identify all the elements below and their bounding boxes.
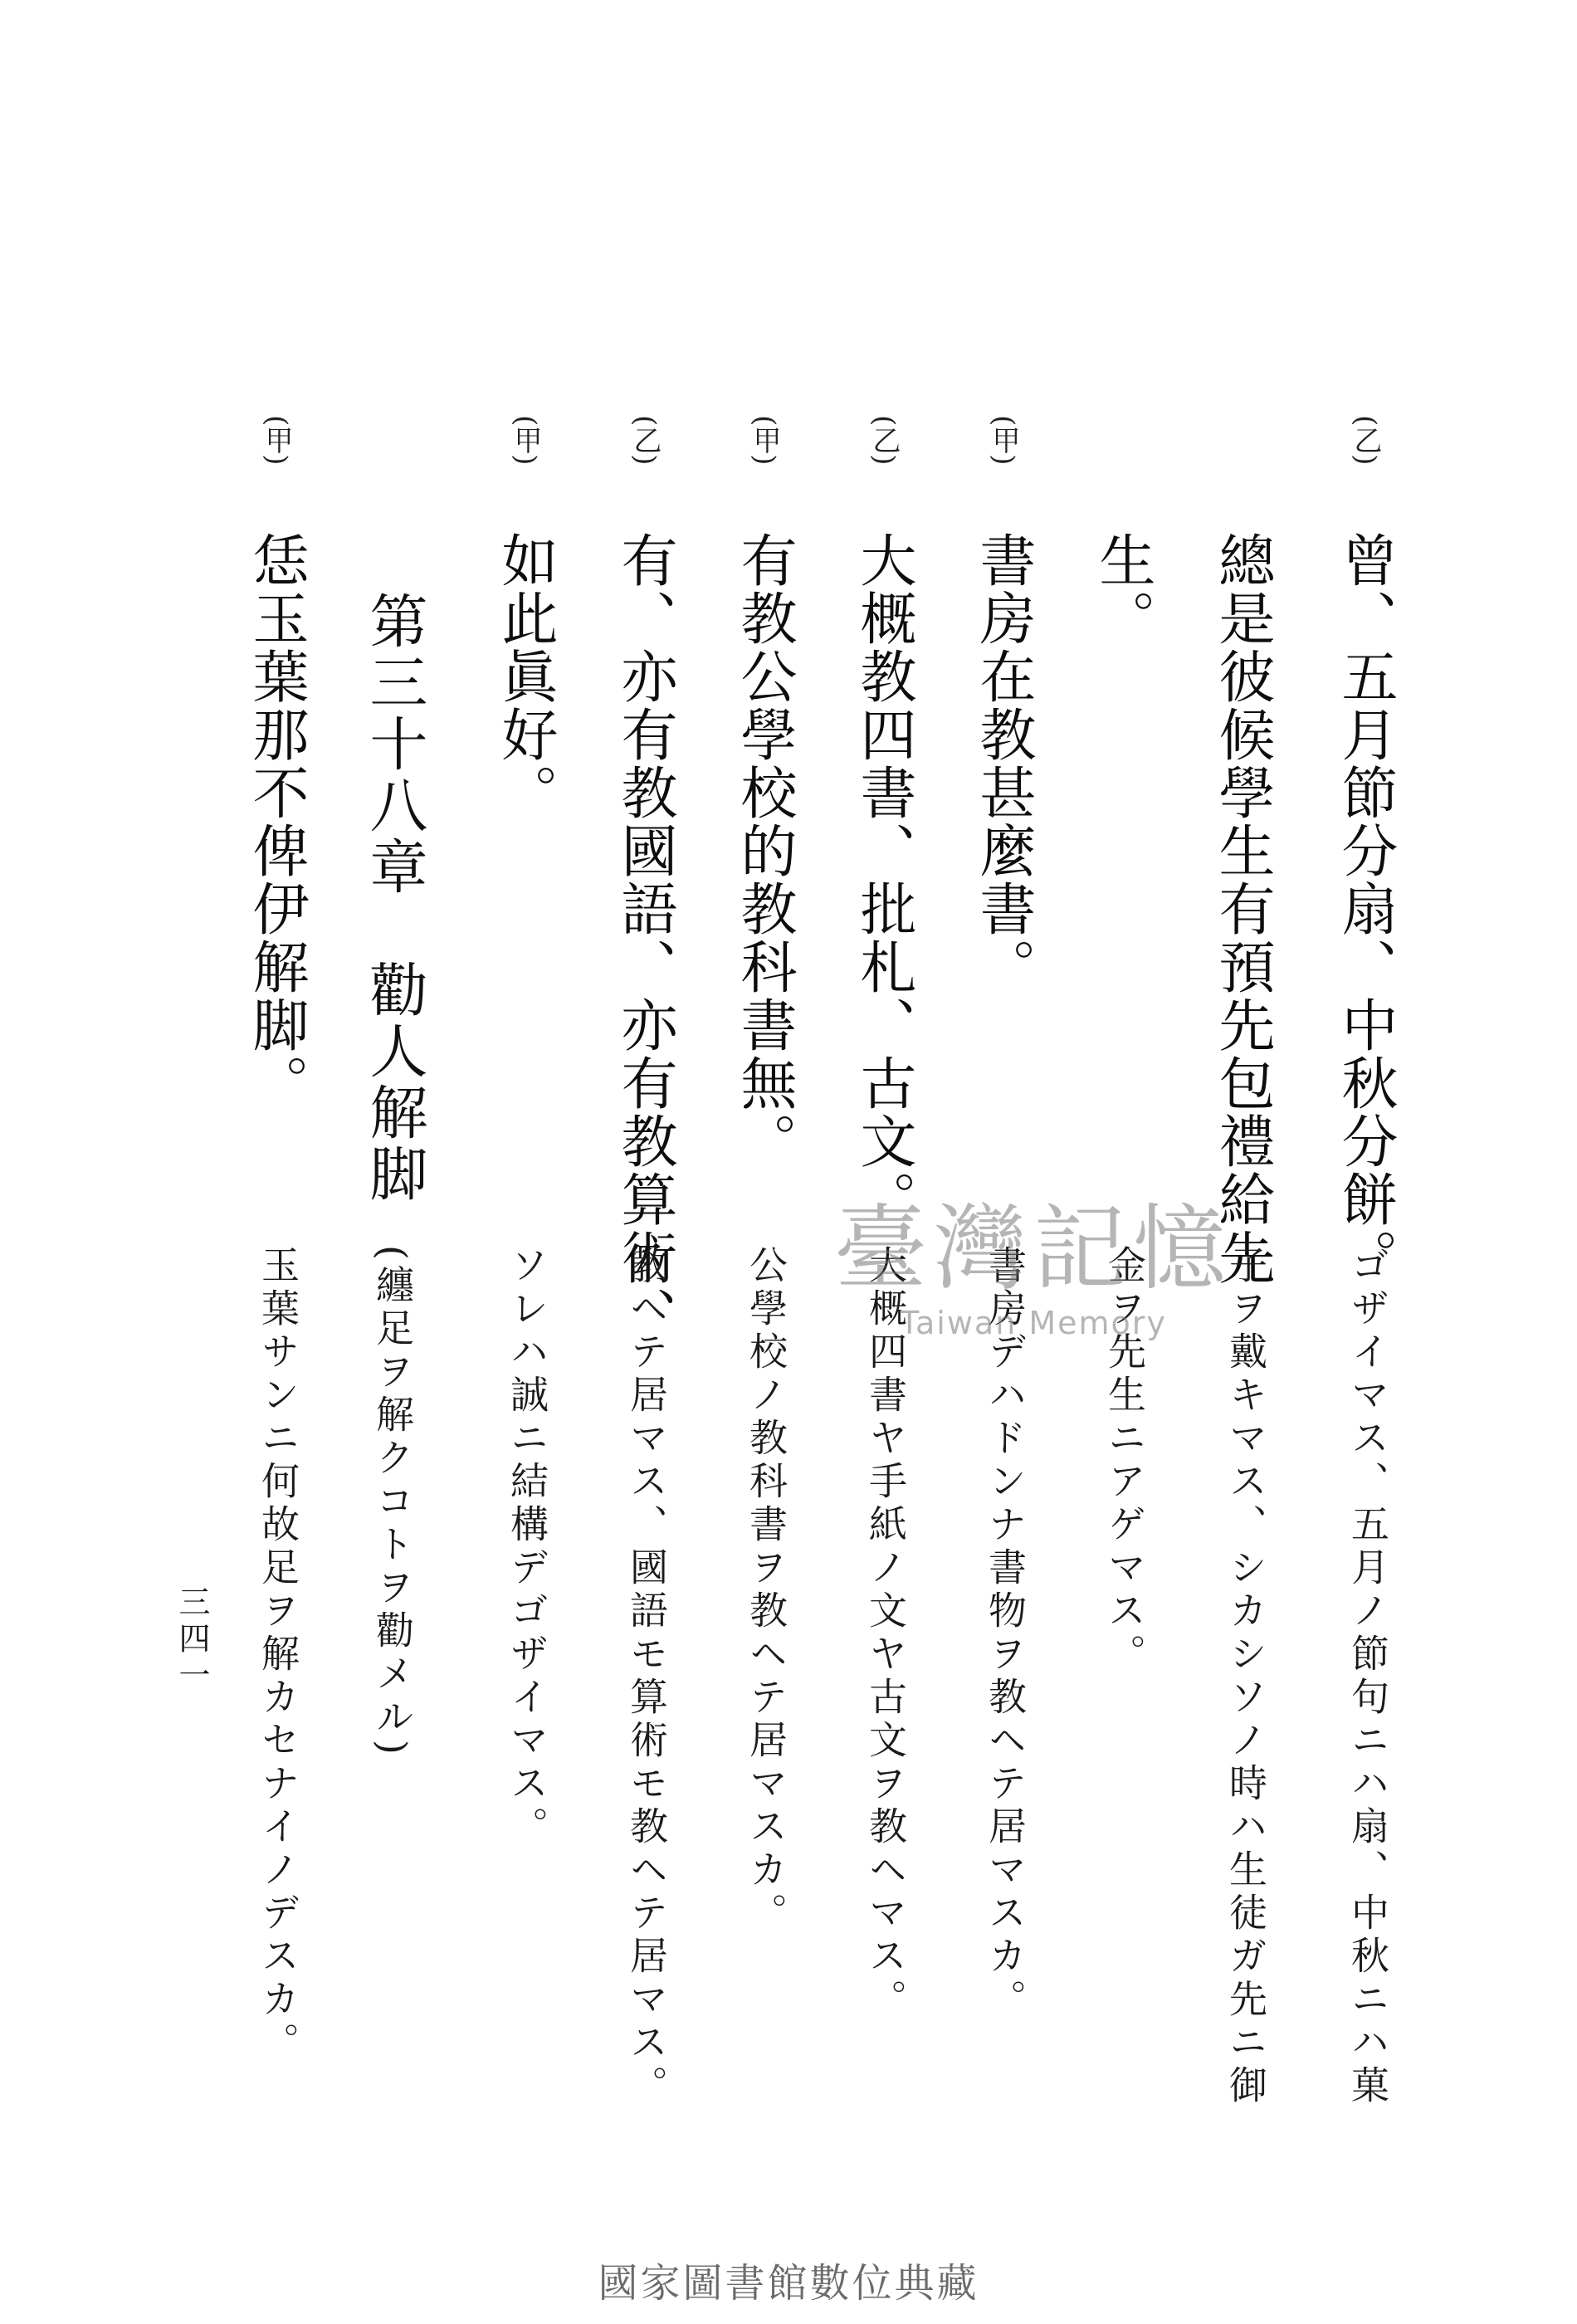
speaker-label: (甲) xyxy=(509,415,542,466)
chapter-subtitle: (纏足ヲ解クコトヲ勸メル) xyxy=(370,1245,415,1760)
dialogue-translation: 玉葉サンニ何故足ヲ解カセナイノデスカ。 xyxy=(256,1245,300,2065)
page-number: 三四一 xyxy=(173,1585,210,1695)
dialogue-original: 有教公學校的教科書無。 xyxy=(731,531,797,1170)
dialogue-original: 總是彼候學生有預先包禮給先 xyxy=(1209,531,1275,1286)
speaker-label: (乙) xyxy=(628,415,662,466)
watermark-english: Taiwan Memory xyxy=(900,1305,1167,1341)
dialogue-original: 書房在教甚麼書。 xyxy=(970,531,1036,996)
taiwan-memory-watermark xyxy=(776,1174,1291,1341)
chapter-title: 第三十八章 勸人解脚 xyxy=(360,591,428,1205)
speaker-label: (乙) xyxy=(1349,415,1382,466)
dialogue-original: 恁玉葉那不俾伊解脚。 xyxy=(243,531,309,1112)
speaker-label: (甲) xyxy=(260,415,293,466)
dialogue-translation: ソレハ誠ニ結構デゴザイマス。 xyxy=(505,1245,549,1849)
dialogue-original: 大概教四書、批札、古文。 xyxy=(851,531,916,1228)
speaker-label: (甲) xyxy=(748,415,781,466)
dialogue-original: 如此眞好。 xyxy=(492,531,558,822)
dialogue-original: 曾、五月節分扇、中秋分餅。 xyxy=(1332,531,1398,1286)
dialogue-translation: 書房デハドンナ書物ヲ教ヘテ居マスカ。 xyxy=(983,1245,1028,2022)
footer-archive-label: 國家圖書館數位典藏 xyxy=(598,2260,979,2307)
dialogue-translation: 教ヘテ居マス、國語モ算術モ教ヘテ居マス。 xyxy=(624,1245,669,2108)
dialogue-translation: 金ヲ先生ニアゲマス。 xyxy=(1102,1245,1147,1677)
dialogue-translation: 大概四書ヤ手紙ノ文ヤ古文ヲ教ヘマス。 xyxy=(863,1245,908,2022)
dialogue-translation: 子ヲ戴キマス、シカシソノ時ハ生徒ガ先ニ御 xyxy=(1223,1245,1268,2108)
dialogue-translation: ゴザイマス、五月ノ節句ニハ扇、中秋ニハ菓 xyxy=(1345,1245,1390,2108)
dialogue-original: 生。 xyxy=(1090,531,1155,647)
dialogue-translation: 公學校ノ教科書ヲ教ヘテ居マスカ。 xyxy=(744,1245,788,1936)
watermark-chinese: 臺灣記憶 xyxy=(834,1195,1233,1303)
speaker-label: (甲) xyxy=(987,415,1020,466)
dialogue-original: 有、亦有教國語、亦有教算術、 xyxy=(612,531,677,1345)
speaker-label: (乙) xyxy=(867,415,901,466)
